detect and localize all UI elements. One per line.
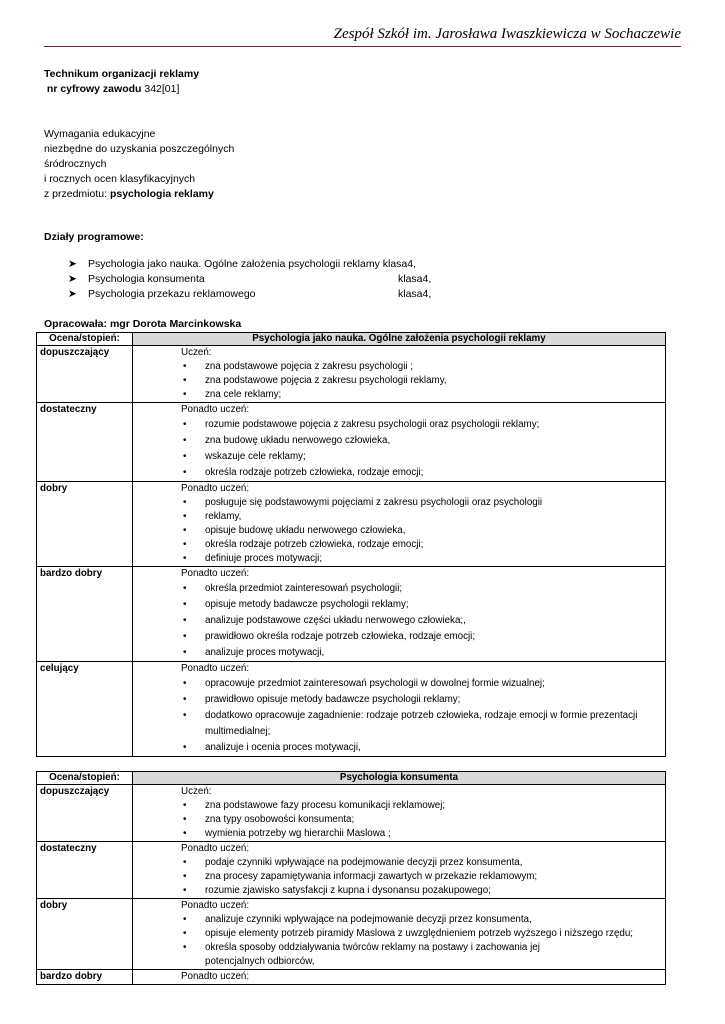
subject-line bbox=[44, 187, 684, 202]
table-row bbox=[37, 403, 666, 482]
table-row bbox=[37, 842, 666, 899]
requirements-list bbox=[181, 360, 659, 402]
arrow-bullet-icon: ➤ bbox=[68, 288, 77, 300]
cell-lead: Ponadto uczeń: bbox=[181, 404, 250, 415]
list-item: • opracowuje przedmiot zainteresowań psychologii w dowolnej formie wizualnej; bbox=[205, 676, 659, 692]
requirements-list bbox=[181, 856, 659, 898]
cell-lead: Uczeń: bbox=[181, 786, 212, 797]
grade-cell: dobry bbox=[37, 482, 133, 567]
cell-lead: Uczeń: bbox=[181, 347, 212, 358]
requirements-cell bbox=[133, 346, 666, 403]
list-item: • definiuje proces motywacji; bbox=[205, 552, 659, 566]
list-item: • zna budowę układu nerwowego człowieka, bbox=[205, 433, 659, 449]
list-item: • podaje czynniki wpływające na podejmowanie decyzji przez konsumenta, bbox=[205, 856, 659, 870]
grade-cell: dopuszczający bbox=[37, 346, 133, 403]
list-item: • posługuje się podstawowymi pojęciami z zakresu psychologii oraz psychologii bbox=[205, 496, 659, 510]
grading-table-2 bbox=[36, 771, 666, 985]
topic-class: klasa4, bbox=[398, 273, 432, 285]
list-item: • rozumie zjawisko satysfakcji z kupna i dysonansu pozakupowego; bbox=[205, 884, 659, 898]
list-item: • określa sposoby oddziaływania twórców reklamy na postawy i zachowania jej bbox=[205, 941, 659, 955]
requirements-cell bbox=[133, 842, 666, 899]
topic-item bbox=[68, 272, 668, 287]
grade-column-header: Ocena/stopień: bbox=[37, 772, 133, 785]
arrow-bullet-icon: ➤ bbox=[68, 273, 77, 285]
grade-cell: dobry bbox=[37, 899, 133, 970]
program-name: Technikum organizacji reklamy bbox=[44, 68, 200, 80]
intro-block bbox=[44, 67, 684, 245]
table-row bbox=[37, 567, 666, 662]
requirements-line: niezbędne do uzyskania poszczególnych bbox=[44, 143, 235, 155]
list-item: • określa przedmiot zainteresowań psychologii; bbox=[205, 581, 659, 597]
list-item: • analizuje podstawowe części układu nerwowego człowieka;, bbox=[205, 613, 659, 629]
table-row bbox=[37, 899, 666, 970]
grade-cell: bardzo dobry bbox=[37, 970, 133, 985]
header-divider bbox=[44, 46, 681, 47]
grade-cell: dostateczny bbox=[37, 842, 133, 899]
list-item: • opisuje metody badawcze psychologii reklamy; bbox=[205, 597, 659, 613]
requirements-cell bbox=[133, 567, 666, 662]
cell-lead: Ponadto uczeń: bbox=[181, 568, 250, 579]
grade-cell: bardzo dobry bbox=[37, 567, 133, 662]
cell-lead: Ponadto uczeń: bbox=[181, 663, 250, 674]
requirements-list bbox=[181, 799, 659, 841]
table-header-row bbox=[37, 333, 666, 346]
topic-title: Psychologia przekazu reklamowego bbox=[88, 288, 256, 300]
table-row bbox=[37, 482, 666, 567]
table-row bbox=[37, 785, 666, 842]
cell-lead: Ponadto uczeń: bbox=[181, 483, 250, 494]
cell-lead: Ponadto uczeń: bbox=[181, 900, 250, 911]
requirements-list bbox=[181, 496, 659, 566]
grade-cell: celujący bbox=[37, 662, 133, 757]
requirements-line: i rocznych ocen klasyfikacyjnych bbox=[44, 173, 196, 185]
list-item: • określa rodzaje potrzeb człowieka, rodzaje emocji; bbox=[205, 538, 659, 552]
requirements-cell bbox=[133, 662, 666, 757]
section-column-header: Psychologia konsumenta bbox=[133, 772, 666, 785]
code-label: nr cyfrowy zawodu bbox=[44, 83, 142, 95]
topic-title: Psychologia konsumenta bbox=[88, 273, 205, 285]
sections-heading: Działy programowe: bbox=[44, 231, 144, 243]
list-item: • opisuje elementy potrzeb piramidy Maslowa z uwzględnieniem potrzeb wyższego i niższego rzędu; bbox=[205, 927, 659, 941]
list-item: • analizuje i ocenia proces motywacji, bbox=[205, 740, 659, 756]
requirements-cell bbox=[133, 482, 666, 567]
requirements-list bbox=[181, 417, 659, 481]
list-item: • prawidłowo określa rodzaje potrzeb człowieka, rodzaje emocji; bbox=[205, 629, 659, 645]
table-row bbox=[37, 970, 666, 985]
table-row bbox=[37, 662, 666, 757]
topic-list bbox=[68, 257, 668, 302]
table-row bbox=[37, 346, 666, 403]
grade-column-header: Ocena/stopień: bbox=[37, 333, 133, 346]
code-value: 342[01] bbox=[141, 83, 180, 95]
list-item: • wymienia potrzeby wg hierarchii Maslowa ; bbox=[205, 827, 659, 841]
topic-item bbox=[68, 257, 668, 272]
arrow-bullet-icon: ➤ bbox=[68, 258, 77, 270]
list-item: • zna typy osobowości konsumenta; bbox=[205, 813, 659, 827]
cell-lead: Ponadto uczeń: bbox=[181, 971, 250, 982]
requirements-cell bbox=[133, 970, 666, 985]
profession-code bbox=[44, 82, 684, 97]
subject-name: psychologia reklamy bbox=[109, 188, 214, 200]
list-item: • prawidłowo opisuje metody badawcze psychologii reklamy; bbox=[205, 692, 659, 708]
list-item: • zna podstawowe fazy procesu komunikacji reklamowej; bbox=[205, 799, 659, 813]
requirements-cell bbox=[133, 785, 666, 842]
table-header-row bbox=[37, 772, 666, 785]
list-item: multimedialnej; bbox=[205, 726, 271, 737]
requirements-list bbox=[181, 581, 659, 661]
author-line: Opracowała: mgr Dorota Marcinkowska bbox=[44, 318, 242, 330]
list-item: • zna cele reklamy; bbox=[205, 388, 659, 402]
topic-item bbox=[68, 287, 668, 302]
requirements-line: Wymagania edukacyjne bbox=[44, 128, 156, 140]
grade-cell: dopuszczający bbox=[37, 785, 133, 842]
requirements-list bbox=[181, 676, 659, 756]
list-item: • określa rodzaje potrzeb człowieka, rodzaje emocji; bbox=[205, 465, 659, 481]
grade-cell: dostateczny bbox=[37, 403, 133, 482]
requirements-cell bbox=[133, 403, 666, 482]
list-item: potencjalnych odbiorców, bbox=[205, 956, 315, 967]
list-item: • reklamy, bbox=[205, 510, 659, 524]
cell-lead: Ponadto uczeń: bbox=[181, 843, 250, 854]
section-column-header: Psychologia jako nauka. Ogólne założenia psychologii reklamy bbox=[133, 333, 666, 346]
list-item: • analizuje czynniki wpływające na podejmowanie decyzji przez konsumenta, bbox=[205, 913, 659, 927]
grading-table-1 bbox=[36, 332, 666, 757]
requirements-list bbox=[181, 913, 659, 969]
school-header: Zespół Szkół im. Jarosława Iwaszkiewicza w Sochaczewie bbox=[333, 26, 681, 42]
list-item: • rozumie podstawowe pojęcia z zakresu psychologii oraz psychologii reklamy; bbox=[205, 417, 659, 433]
list-item: • zna podstawowe pojęcia z zakresu psychologii ; bbox=[205, 360, 659, 374]
requirements-cell bbox=[133, 899, 666, 970]
requirements-line: śródrocznych bbox=[44, 158, 107, 170]
list-item: • opisuje budowę układu nerwowego człowieka, bbox=[205, 524, 659, 538]
subject-prefix: z przedmiotu: bbox=[44, 188, 110, 200]
list-item: • analizuje proces motywacji, bbox=[205, 645, 659, 661]
topic-class: klasa4, bbox=[398, 288, 432, 300]
list-item: • dodatkowo opracowuje zagadnienie: rodzaje potrzeb człowieka, rodzaje emocji w formie prezentacji bbox=[205, 708, 659, 724]
list-item: • zna procesy zapamiętywania informacji zawartych w przekazie reklamowym; bbox=[205, 870, 659, 884]
list-item: • zna podstawowe pojęcia z zakresu psychologii reklamy, bbox=[205, 374, 659, 388]
list-item: • wskazuje cele reklamy; bbox=[205, 449, 659, 465]
topic-title: Psychologia jako nauka. Ogólne założenia psychologii reklamy klasa4, bbox=[88, 258, 417, 270]
